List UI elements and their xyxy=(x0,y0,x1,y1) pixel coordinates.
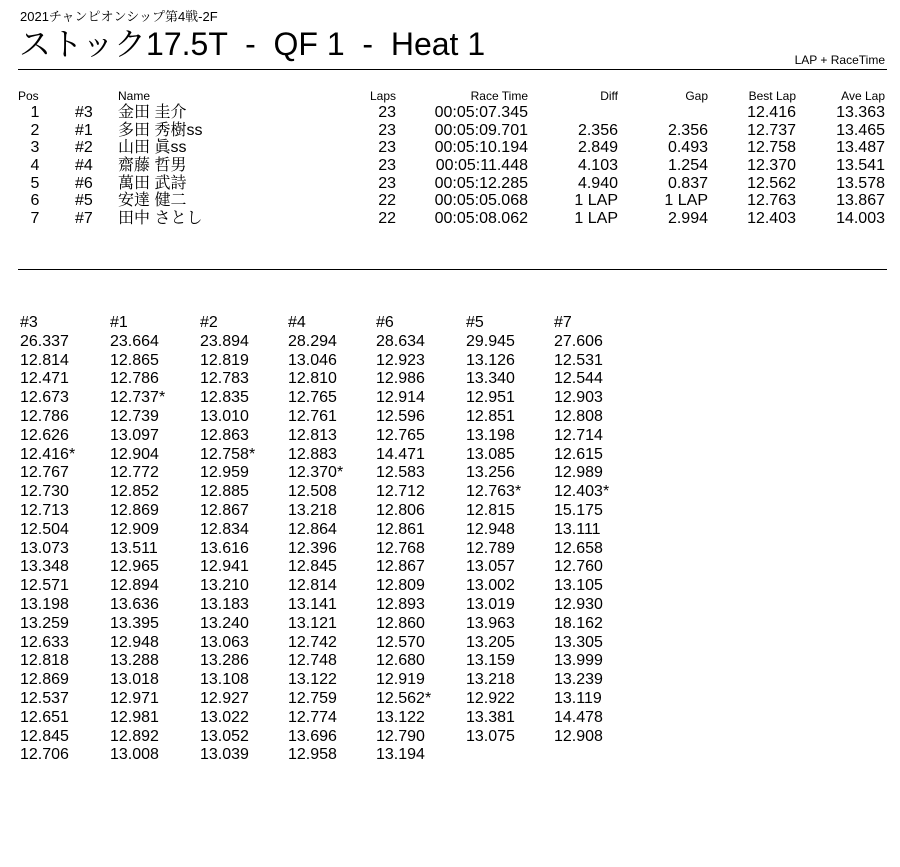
lap-time-cell: 12.810 xyxy=(288,370,337,388)
lap-time-cell: 13.097 xyxy=(110,426,159,444)
lap-time-cell: 13.063 xyxy=(200,633,249,651)
cell-diff: 1 LAP xyxy=(574,192,618,210)
column-header-pos: Pos xyxy=(18,89,39,103)
lap-time-cell: 12.818 xyxy=(20,652,69,670)
lap-time-cell: 12.867 xyxy=(200,501,249,519)
lap-time-cell: 23.894 xyxy=(200,332,249,350)
cell-time: 00:05:11.448 xyxy=(435,157,528,175)
lap-time-cell: 27.606 xyxy=(554,332,603,350)
lap-time-cell: 12.651 xyxy=(20,708,69,726)
lap-column-header: #3 xyxy=(20,314,38,331)
lap-time-cell: 12.863 xyxy=(200,426,249,444)
cell-time: 00:05:08.062 xyxy=(434,210,528,228)
lap-time-cell: 13.210 xyxy=(200,577,249,595)
cell-name: 萬田 武詩 xyxy=(118,174,187,192)
page-title: ストック17.5T - QF 1 - Heat 1 xyxy=(19,26,486,62)
cell-best: 12.763 xyxy=(747,192,796,210)
table-row xyxy=(18,192,887,210)
lap-time-cell: 12.851 xyxy=(466,407,515,425)
lap-time-cell: 15.175 xyxy=(554,501,603,519)
table-row xyxy=(18,157,887,175)
lap-time-cell: 13.256 xyxy=(466,464,515,482)
lap-time-cell: 12.673 xyxy=(20,389,69,407)
lap-time-cell: 12.758* xyxy=(200,445,256,463)
cell-time: 00:05:12.285 xyxy=(434,174,528,192)
cell-ave: 13.487 xyxy=(836,139,885,157)
lap-time-cell: 12.919 xyxy=(376,671,425,689)
lap-time-cell: 13.052 xyxy=(200,727,249,745)
lap-time-cell: 12.813 xyxy=(288,426,337,444)
lap-time-cell: 13.141 xyxy=(288,595,337,613)
lap-time-cell: 12.760 xyxy=(554,558,603,576)
lap-time-cell: 12.965 xyxy=(110,558,159,576)
cell-gap: 0.837 xyxy=(667,174,708,192)
lap-time-cell: 12.869 xyxy=(110,501,159,519)
cell-laps: 23 xyxy=(378,139,396,157)
lap-time-cell: 12.761 xyxy=(288,407,337,425)
lap-time-cell: 13.046 xyxy=(288,351,337,369)
lap-time-cell: 12.772 xyxy=(110,464,159,482)
cell-ave: 13.867 xyxy=(836,192,885,210)
lap-time-cell: 12.892 xyxy=(110,727,159,745)
cell-name: 安達 健二 xyxy=(118,192,187,210)
lap-time-cell: 12.714 xyxy=(554,426,603,444)
lap-time-cell: 13.108 xyxy=(200,671,249,689)
cell-pos: 7 xyxy=(30,210,40,228)
cell-gap: 2.356 xyxy=(667,121,708,139)
lap-time-cell: 12.765 xyxy=(376,426,425,444)
cell-best: 12.403 xyxy=(747,210,796,228)
lap-time-cell: 12.571 xyxy=(20,577,69,595)
lap-time-cell: 13.286 xyxy=(200,652,249,670)
lap-time-cell: 13.018 xyxy=(110,671,159,689)
lap-time-cell: 13.183 xyxy=(200,595,249,613)
lap-time-cell: 12.971 xyxy=(110,689,159,707)
lap-time-cell: 12.680 xyxy=(376,652,425,670)
lap-time-cell: 12.658 xyxy=(554,539,603,557)
lap-time-cell: 12.883 xyxy=(288,445,337,463)
lap-time-cell: 12.759 xyxy=(288,689,337,707)
cell-num: #7 xyxy=(75,210,93,228)
cell-laps: 23 xyxy=(378,121,396,139)
lap-column xyxy=(554,314,642,746)
lap-time-cell: 12.930 xyxy=(554,595,603,613)
lap-time-cell: 12.790 xyxy=(376,727,425,745)
cell-pos: 2 xyxy=(30,121,40,139)
cell-num: #2 xyxy=(75,139,93,157)
lap-time-cell: 13.126 xyxy=(466,351,515,369)
lap-time-cell: 13.218 xyxy=(466,671,515,689)
lap-time-cell: 12.730 xyxy=(20,483,69,501)
cell-ave: 14.003 xyxy=(836,210,885,228)
lap-time-cell: 12.909 xyxy=(110,520,159,538)
header-divider xyxy=(18,69,887,70)
lap-column xyxy=(376,314,464,765)
lap-time-cell: 12.922 xyxy=(466,689,515,707)
cell-gap: 2.994 xyxy=(667,210,708,228)
cell-ave: 13.578 xyxy=(836,174,885,192)
cell-name: 多田 秀樹ss xyxy=(118,121,203,139)
lap-time-cell: 12.904 xyxy=(110,445,159,463)
lap-time-cell: 12.537 xyxy=(20,689,69,707)
table-row xyxy=(18,175,887,193)
lap-time-cell: 12.959 xyxy=(200,464,249,482)
lap-time-cell: 12.809 xyxy=(376,577,425,595)
lap-time-cell: 13.122 xyxy=(376,708,425,726)
lap-column-header: #4 xyxy=(288,314,306,331)
lap-time-cell: 13.205 xyxy=(466,633,515,651)
cell-name: 齋藤 哲男 xyxy=(118,157,187,175)
lap-time-cell: 12.815 xyxy=(466,501,515,519)
lap-column xyxy=(20,314,108,765)
lap-time-cell: 13.381 xyxy=(466,708,515,726)
lap-time-cell: 12.737* xyxy=(110,389,166,407)
table-row xyxy=(18,104,887,122)
lap-time-cell: 12.633 xyxy=(20,633,69,651)
lap-time-cell: 12.914 xyxy=(376,389,425,407)
cell-gap: 1.254 xyxy=(667,157,708,175)
lap-time-cell: 12.852 xyxy=(110,483,159,501)
lap-time-cell: 13.008 xyxy=(110,746,159,764)
lap-time-cell: 12.923 xyxy=(376,351,425,369)
lap-column xyxy=(200,314,288,765)
cell-laps: 22 xyxy=(378,210,396,228)
lap-column xyxy=(466,314,554,746)
lap-time-cell: 13.022 xyxy=(200,708,249,726)
lap-time-cell: 12.712 xyxy=(376,483,425,501)
cell-laps: 23 xyxy=(378,157,396,175)
cell-diff: 4.940 xyxy=(577,174,618,192)
cell-num: #6 xyxy=(75,174,93,192)
lap-time-cell: 12.583 xyxy=(376,464,425,482)
lap-time-cell: 13.999 xyxy=(554,652,603,670)
column-header-ave-lap: Ave Lap xyxy=(841,89,885,103)
cell-name: 金田 圭介 xyxy=(118,104,187,121)
lap-time-cell: 13.636 xyxy=(110,595,159,613)
column-header-diff: Diff xyxy=(600,89,618,103)
lap-time-cell: 12.958 xyxy=(288,746,337,764)
lap-time-cell: 13.198 xyxy=(20,595,69,613)
lap-time-cell: 13.259 xyxy=(20,614,69,632)
lap-time-cell: 13.111 xyxy=(554,520,601,538)
lap-time-cell: 13.194 xyxy=(376,746,425,764)
lap-time-cell: 12.869 xyxy=(20,671,69,689)
lap-time-cell: 28.294 xyxy=(288,332,337,350)
lap-time-cell: 12.986 xyxy=(376,370,425,388)
lap-time-cell: 12.981 xyxy=(110,708,159,726)
cell-diff: 2.356 xyxy=(577,121,618,139)
lap-time-cell: 13.039 xyxy=(200,746,249,764)
lap-time-cell: 12.903 xyxy=(554,389,603,407)
lap-time-cell: 12.370* xyxy=(288,464,344,482)
lap-time-cell: 13.696 xyxy=(288,727,337,745)
lap-time-cell: 12.544 xyxy=(554,370,603,388)
lap-time-cell: 14.471 xyxy=(376,445,425,463)
lap-time-cell: 12.765 xyxy=(288,389,337,407)
lap-time-cell: 13.057 xyxy=(466,558,515,576)
lap-time-cell: 12.713 xyxy=(20,501,69,519)
lap-time-cell: 12.706 xyxy=(20,746,69,764)
cell-name: 田中 さとし xyxy=(118,210,203,228)
lap-time-cell: 12.845 xyxy=(20,727,69,745)
lap-time-cell: 28.634 xyxy=(376,332,425,350)
lap-time-cell: 12.819 xyxy=(200,351,249,369)
cell-ave: 13.363 xyxy=(836,104,885,121)
table-row xyxy=(18,210,887,228)
lap-time-cell: 12.570 xyxy=(376,633,425,651)
lap-time-cell: 13.305 xyxy=(554,633,603,651)
lap-time-cell: 18.162 xyxy=(554,614,603,632)
cell-num: #5 xyxy=(75,192,93,210)
cell-pos: 5 xyxy=(30,174,40,192)
lap-time-cell: 13.340 xyxy=(466,370,515,388)
results-divider xyxy=(18,269,887,270)
cell-num: #1 xyxy=(75,121,93,139)
cell-time: 00:05:09.701 xyxy=(434,121,528,139)
results-body xyxy=(18,104,887,228)
lap-time-cell: 12.789 xyxy=(466,539,515,557)
lap-time-cell: 12.626 xyxy=(20,426,69,444)
event-subtitle: 2021チャンピオンシップ第4戦-2F xyxy=(20,9,218,24)
lap-column-header: #6 xyxy=(376,314,394,331)
cell-time: 00:05:07.345 xyxy=(434,104,528,121)
column-header-laps: Laps xyxy=(369,89,396,103)
column-header-name: Name xyxy=(118,89,151,103)
table-row xyxy=(18,122,887,140)
lap-time-cell: 12.806 xyxy=(376,501,425,519)
lap-time-cell: 12.814 xyxy=(20,351,69,369)
lap-time-cell: 13.616 xyxy=(200,539,249,557)
lap-time-cell: 13.198 xyxy=(466,426,515,444)
cell-ave: 13.541 xyxy=(836,157,885,175)
lap-time-cell: 14.478 xyxy=(554,708,603,726)
cell-ave: 13.465 xyxy=(836,121,885,139)
lap-time-cell: 13.239 xyxy=(554,671,603,689)
lap-time-cell: 12.742 xyxy=(288,633,337,651)
lap-column xyxy=(110,314,198,765)
lap-time-cell: 12.504 xyxy=(20,520,69,538)
lap-time-cell: 12.865 xyxy=(110,351,159,369)
lap-time-cell: 12.786 xyxy=(110,370,159,388)
lap-time-cell: 12.927 xyxy=(200,689,249,707)
cell-num: #4 xyxy=(75,157,93,175)
cell-best: 12.758 xyxy=(747,139,796,157)
lap-time-cell: 12.783 xyxy=(200,370,249,388)
cell-name: 山田 眞ss xyxy=(118,139,187,157)
report-mode-label: LAP + RaceTime xyxy=(794,53,885,67)
lap-time-cell: 12.908 xyxy=(554,727,603,745)
lap-column-header: #7 xyxy=(554,314,572,331)
cell-diff: 2.849 xyxy=(577,139,618,157)
lap-time-cell: 12.948 xyxy=(110,633,159,651)
lap-column-header: #2 xyxy=(200,314,218,331)
lap-time-cell: 12.885 xyxy=(200,483,249,501)
lap-time-cell: 12.835 xyxy=(200,389,249,407)
table-row xyxy=(18,139,887,157)
lap-time-cell: 12.941 xyxy=(200,558,249,576)
lap-time-cell: 12.768 xyxy=(376,539,425,557)
lap-time-cell: 13.395 xyxy=(110,614,159,632)
lap-time-cell: 12.748 xyxy=(288,652,337,670)
lap-time-cell: 13.119 xyxy=(554,689,602,707)
lap-time-cell: 13.288 xyxy=(110,652,159,670)
lap-time-cell: 12.894 xyxy=(110,577,159,595)
cell-pos: 6 xyxy=(30,192,40,210)
lap-time-cell: 13.073 xyxy=(20,539,69,557)
lap-time-cell: 13.075 xyxy=(466,727,515,745)
lap-time-cell: 12.786 xyxy=(20,407,69,425)
cell-gap: 0.493 xyxy=(667,139,708,157)
lap-time-cell: 12.814 xyxy=(288,577,337,595)
cell-gap: 1 LAP xyxy=(664,192,708,210)
lap-time-cell: 13.963 xyxy=(466,614,515,632)
cell-best: 12.416 xyxy=(747,104,796,121)
cell-best: 12.370 xyxy=(747,157,796,175)
lap-time-cell: 26.337 xyxy=(20,332,69,350)
lap-time-cell: 12.508 xyxy=(288,483,337,501)
lap-time-cell: 12.860 xyxy=(376,614,425,632)
lap-time-cell: 12.845 xyxy=(288,558,337,576)
column-header-race-time: Race Time xyxy=(470,89,528,103)
lap-time-cell: 13.085 xyxy=(466,445,515,463)
column-header-best-lap: Best Lap xyxy=(748,89,796,103)
lap-time-cell: 13.105 xyxy=(554,577,603,595)
lap-column-header: #1 xyxy=(110,314,128,331)
lap-time-cell: 12.531 xyxy=(554,351,603,369)
column-header-gap: Gap xyxy=(685,89,708,103)
lap-time-cell: 12.834 xyxy=(200,520,249,538)
lap-time-cell: 12.596 xyxy=(376,407,425,425)
lap-time-cell: 13.511 xyxy=(110,539,158,557)
lap-time-cell: 23.664 xyxy=(110,332,159,350)
cell-time: 00:05:10.194 xyxy=(434,139,528,157)
cell-num: #3 xyxy=(75,104,93,121)
lap-time-cell: 12.893 xyxy=(376,595,425,613)
lap-time-cell: 12.774 xyxy=(288,708,337,726)
lap-time-cell: 12.867 xyxy=(376,558,425,576)
lap-time-cell: 13.010 xyxy=(200,407,249,425)
lap-time-cell: 12.808 xyxy=(554,407,603,425)
lap-time-cell: 13.002 xyxy=(466,577,515,595)
lap-time-cell: 13.348 xyxy=(20,558,69,576)
lap-time-cell: 12.396 xyxy=(288,539,337,557)
cell-diff: 4.103 xyxy=(577,157,618,175)
lap-time-cell: 13.218 xyxy=(288,501,337,519)
cell-time: 00:05:05.068 xyxy=(434,192,528,210)
lap-time-cell: 13.122 xyxy=(288,671,337,689)
lap-time-cell: 13.019 xyxy=(466,595,515,613)
cell-laps: 23 xyxy=(378,174,396,192)
cell-pos: 4 xyxy=(30,157,40,175)
lap-time-cell: 29.945 xyxy=(466,332,515,350)
cell-diff: 1 LAP xyxy=(574,210,618,228)
lap-time-cell: 12.989 xyxy=(554,464,603,482)
cell-laps: 23 xyxy=(378,104,396,121)
lap-time-cell: 12.403* xyxy=(554,483,610,501)
lap-column-header: #5 xyxy=(466,314,484,331)
results-table xyxy=(18,88,887,228)
cell-pos: 3 xyxy=(30,139,40,157)
lap-time-cell: 13.121 xyxy=(288,614,337,632)
cell-best: 12.562 xyxy=(747,174,796,192)
lap-time-cell: 12.739 xyxy=(110,407,159,425)
lap-time-cell: 12.763* xyxy=(466,483,522,501)
lap-time-cell: 12.416* xyxy=(20,445,76,463)
cell-pos: 1 xyxy=(30,104,40,121)
results-header-row xyxy=(18,88,887,104)
lap-time-cell: 13.240 xyxy=(200,614,249,632)
cell-best: 12.737 xyxy=(747,121,796,139)
cell-laps: 22 xyxy=(378,192,396,210)
lap-time-cell: 12.948 xyxy=(466,520,515,538)
lap-time-cell: 12.562* xyxy=(376,689,432,707)
lap-time-cell: 12.471 xyxy=(20,370,69,388)
lap-time-cell: 12.951 xyxy=(466,389,515,407)
lap-time-cell: 12.615 xyxy=(554,445,603,463)
lap-time-cell: 12.861 xyxy=(376,520,425,538)
lap-time-cell: 12.864 xyxy=(288,520,337,538)
lap-column xyxy=(288,314,376,765)
lap-time-cell: 12.767 xyxy=(20,464,69,482)
lap-time-cell: 13.159 xyxy=(466,652,515,670)
